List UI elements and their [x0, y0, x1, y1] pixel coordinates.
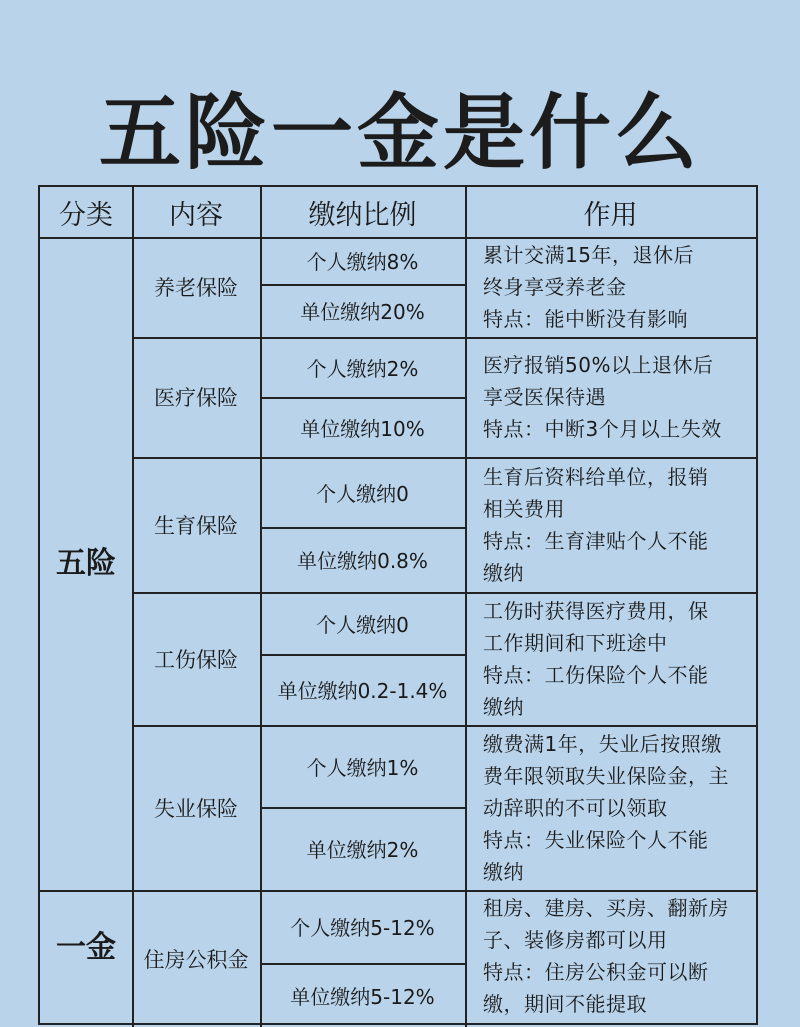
effect-line: 医疗报销50%以上退休后 [483, 353, 714, 377]
effect-line: 相关费用 [483, 496, 565, 521]
personal-ratio: 个人缴纳0 [316, 612, 409, 637]
effect-line: 缴纳 [483, 694, 524, 719]
employer-ratio: 单位缴纳2% [306, 838, 419, 862]
header-ratio: 缴纳比例 [308, 199, 417, 231]
personal-ratio: 个人缴纳2% [306, 356, 419, 381]
effect-line: 工作期间和下班途中 [483, 630, 668, 655]
insurance-name: 生育保险 [154, 513, 238, 538]
effect-line: 特点：工伤保险个人不能 [483, 662, 709, 687]
effect-text [465, 349, 756, 445]
employer-ratio: 单位缴纳5-12% [290, 984, 435, 1009]
header-category: 分类 [59, 199, 113, 231]
effect-line: 缴纳 [483, 859, 524, 884]
category-one-fund: 一 金 [56, 930, 116, 965]
header-effect: 作用 [583, 199, 638, 231]
insurance-name: 失业保险 [154, 796, 238, 821]
insurance-table [38, 185, 758, 1025]
effect-text [465, 892, 756, 1020]
category-five-insurances: 五 险 [56, 545, 116, 581]
effect-line: 工伤时获得医疗费用，保 [483, 598, 709, 623]
effect-line: 生育后资料给单位，报销 [483, 464, 709, 489]
effect-line: 特点：失业保险个人不能 [483, 827, 709, 852]
effect-line: 终身享受养老金 [483, 275, 627, 299]
employer-ratio: 单位缴纳10% [300, 416, 425, 441]
effect-line: 累计交满15年，退休后 [483, 243, 694, 267]
effect-line: 缴费满1年，失业后按照缴 [483, 731, 722, 756]
insurance-name: 医疗保险 [154, 386, 238, 410]
insurance-name: 住房公积金 [143, 947, 249, 972]
personal-ratio: 个人缴纳1% [306, 755, 419, 780]
effect-line: 特点：生育津贴个人不能 [483, 528, 709, 553]
effect-line: 子、装修房都可以用 [483, 928, 668, 952]
page-title: 五险一金是什么 [98, 85, 701, 181]
effect-line: 享受医保待遇 [483, 385, 606, 409]
header-content: 内容 [169, 199, 223, 231]
effect-text [465, 461, 756, 589]
insurance-name: 养老保险 [154, 276, 238, 300]
effect-line: 租房、建房、买房、翻新房 [483, 896, 729, 920]
effect-text [465, 239, 756, 335]
personal-ratio: 个人缴纳8% [306, 250, 419, 274]
employer-ratio: 单位缴纳0.2-1.4% [277, 679, 448, 703]
effect-text [465, 728, 756, 888]
employer-ratio: 单位缴纳0.8% [297, 549, 428, 573]
effect-line: 费年限领取失业保险金，主 [483, 763, 729, 788]
effect-line: 缴，期间不能提取 [483, 992, 647, 1016]
personal-ratio: 个人缴纳0 [316, 481, 409, 506]
effect-line: 特点：住房公积金可以断 [483, 960, 709, 984]
effect-text [465, 595, 756, 723]
effect-line: 缴纳 [483, 560, 524, 585]
employer-ratio: 单位缴纳20% [300, 300, 425, 324]
personal-ratio: 个人缴纳5-12% [290, 916, 435, 940]
effect-line: 特点：能中断没有影响 [483, 307, 688, 331]
effect-line: 特点：中断3个月以上失效 [483, 417, 722, 441]
effect-line: 动辞职的不可以领取 [483, 795, 668, 820]
insurance-name: 工伤保险 [154, 647, 238, 672]
